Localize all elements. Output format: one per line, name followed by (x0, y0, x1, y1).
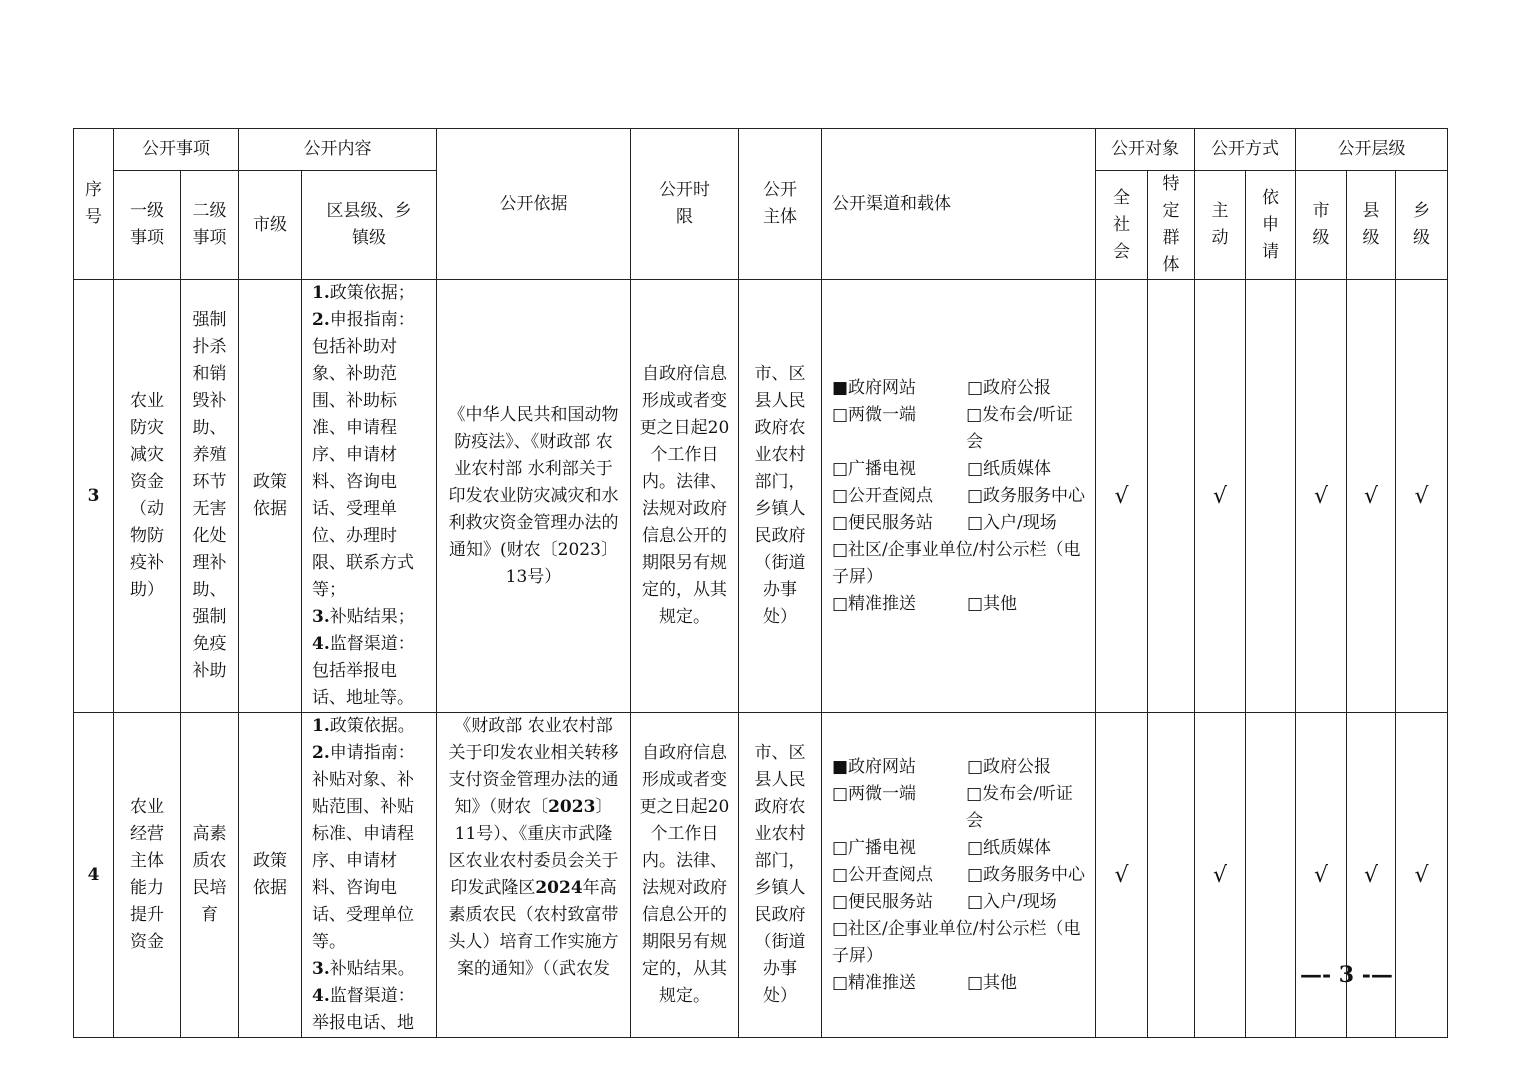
channel-precise: □精准推送 (832, 972, 917, 993)
channel-community: □社区/企事业单位/村公示栏（电子屏） (832, 539, 1081, 587)
row-district-content (302, 280, 437, 713)
row-subject: 市、区县人民政府农业农村部门，乡镇人民政府（街道办事处） (739, 280, 822, 713)
item-text: 监督渠道：包括举报电话、地址等。 (312, 634, 415, 708)
row-basis: 《中华人民共和国动物防疫法》、《财政部 农业农村部 水利部关于印发农业防灾减灾和水利救灾资金管理办法的通知》(财农〔2023〕13号） (437, 280, 631, 713)
row-time-limit: 自政府信息形成或者变更之日起20个工作日内。法律、法规对政府信息公开的期限另有规定的，从其规定。 (631, 713, 739, 1038)
row-seq: 3 (74, 280, 114, 713)
check-method-active: √ (1195, 713, 1246, 1038)
item-num: 3. (312, 607, 330, 627)
channel-onsite: □入户/现场 (967, 891, 1057, 912)
item-text: 申请指南：补贴对象、补贴范围、补贴标准、申请程序、申请材料、咨询电话、受理单位等。 (312, 743, 415, 952)
header-method: 公开方式 (1195, 129, 1296, 171)
channel-service-center: □政务服务中心 (967, 864, 1086, 885)
channel-other: □其他 (967, 972, 1018, 993)
check-level-city: √ (1296, 280, 1347, 713)
row-seq: 4 (74, 713, 114, 1038)
check-target-all: √ (1096, 280, 1148, 713)
item-num: 1. (312, 283, 330, 303)
header-level: 公开层级 (1296, 129, 1448, 171)
table-row (74, 713, 1448, 1038)
header-time-limit: 公开时限 (631, 129, 739, 280)
check-level-county: √ (1347, 713, 1396, 1038)
channel-other: □其他 (967, 593, 1018, 614)
basis-text: 年高素质农民（农村致富带头人）培育工作实施方案的通知》（（武农发 (448, 878, 619, 979)
channel-gov-gazette: □政府公报 (967, 756, 1052, 777)
item-text: 补贴结果； (329, 607, 415, 627)
item-text: 政策依据； (329, 283, 415, 303)
channel-reading-point: □公开查阅点 (832, 864, 934, 885)
disclosure-table (73, 128, 1448, 1038)
channel-gov-site: ■政府网站 (832, 377, 917, 398)
item-num: 1. (312, 716, 330, 736)
check-method-active: √ (1195, 280, 1246, 713)
basis-year: 2024 (535, 878, 583, 898)
table-row (74, 280, 1448, 713)
channel-convenience: □便民服务站 (832, 512, 934, 533)
channel-two-micro: □两微一端 (832, 404, 917, 425)
channel-paper: □纸质媒体 (967, 837, 1052, 858)
channel-gov-gazette: □政府公报 (967, 377, 1052, 398)
header-district: 区县级、乡镇级 (302, 171, 437, 280)
item-text: 补贴结果。 (329, 959, 415, 979)
check-method-apply (1246, 713, 1296, 1038)
header-channels: 公开渠道和载体 (822, 129, 1096, 280)
row-subject: 市、区县人民政府农业农村部门，乡镇人民政府（街道办事处） (739, 713, 822, 1038)
item-text: 政策依据。 (329, 716, 415, 736)
row-level2: 高素质农民培育 (181, 713, 239, 1038)
item-text: 申报指南：包括补助对象、补助范围、补助标准、申请程序、申请材料、咨询电话、受理单位、办理时限、联系方式等； (312, 310, 415, 600)
channel-broadcast: □广播电视 (832, 837, 917, 858)
check-target-specific (1148, 280, 1195, 713)
row-city-content: 政策依据 (239, 280, 302, 713)
channel-service-center: □政务服务中心 (967, 485, 1086, 506)
channel-press: □发布会/听证会 (966, 404, 1073, 452)
channel-convenience: □便民服务站 (832, 891, 934, 912)
check-target-all: √ (1096, 713, 1148, 1038)
row-channels (822, 713, 1096, 1038)
header-level-town: 乡级 (1396, 171, 1448, 280)
channel-gov-site: ■政府网站 (832, 756, 917, 777)
row-city-content: 政策依据 (239, 713, 302, 1038)
row-level1: 农业经营主体能力提升资金 (114, 713, 181, 1038)
item-num: 2. (312, 310, 330, 330)
check-level-county: √ (1347, 280, 1396, 713)
check-level-town: √ (1396, 280, 1448, 713)
row-district-content (302, 713, 437, 1038)
row-time-limit: 自政府信息形成或者变更之日起20个工作日内。法律、法规对政府信息公开的期限另有规定的，从其规定。 (631, 280, 739, 713)
header-public-content: 公开内容 (239, 129, 437, 171)
item-num: 4. (312, 634, 330, 654)
header-target-specific: 特定群体 (1148, 171, 1195, 280)
item-num: 3. (312, 959, 330, 979)
header-subject: 公开主体 (739, 129, 822, 280)
item-text: 监督渠道：举报电话、地 (312, 986, 415, 1033)
header-level2: 二级事项 (181, 171, 239, 280)
row-level2: 强制扑杀和销毁补助、养殖环节无害化处理补助、强制免疫补助 (181, 280, 239, 713)
header-seq: 序号 (74, 129, 114, 280)
channel-community: □社区/企事业单位/村公示栏（电子屏） (832, 918, 1081, 966)
item-num: 4. (312, 986, 330, 1006)
channel-press: □发布会/听证会 (966, 783, 1073, 831)
channel-precise: □精准推送 (832, 593, 917, 614)
header-target: 公开对象 (1096, 129, 1195, 171)
header-level1: 一级事项 (114, 171, 181, 280)
row-basis (437, 713, 631, 1038)
channel-onsite: □入户/现场 (967, 512, 1057, 533)
header-public-items: 公开事项 (114, 129, 239, 171)
check-level-city: √ (1296, 713, 1347, 1038)
basis-text: 〕11号）、《重庆市武隆区农业农村委员会关于印发武隆区 (448, 797, 619, 898)
channel-paper: □纸质媒体 (967, 458, 1052, 479)
header-method-active: 主动 (1195, 171, 1246, 280)
page-number: —- 3 -— (1300, 962, 1393, 988)
header-target-all: 全社会 (1096, 171, 1148, 280)
check-method-apply (1246, 280, 1296, 713)
header-method-apply: 依申请 (1246, 171, 1296, 280)
check-target-specific (1148, 713, 1195, 1038)
channel-reading-point: □公开查阅点 (832, 485, 934, 506)
header-level-county: 县级 (1347, 171, 1396, 280)
header-level-city: 市级 (1296, 171, 1347, 280)
basis-text: 《财政部 农业农村部关于印发农业相关转移支付资金管理办法的通知》（财农〔 (448, 716, 619, 817)
header-basis: 公开依据 (437, 129, 631, 280)
channel-two-micro: □两微一端 (832, 783, 917, 804)
channel-broadcast: □广播电视 (832, 458, 917, 479)
basis-year: 2023 (548, 797, 596, 817)
item-num: 2. (312, 743, 330, 763)
row-level1: 农业防灾减灾资金（动物防疫补助） (114, 280, 181, 713)
header-city: 市级 (239, 171, 302, 280)
row-channels (822, 280, 1096, 713)
check-level-town: √ (1396, 713, 1448, 1038)
